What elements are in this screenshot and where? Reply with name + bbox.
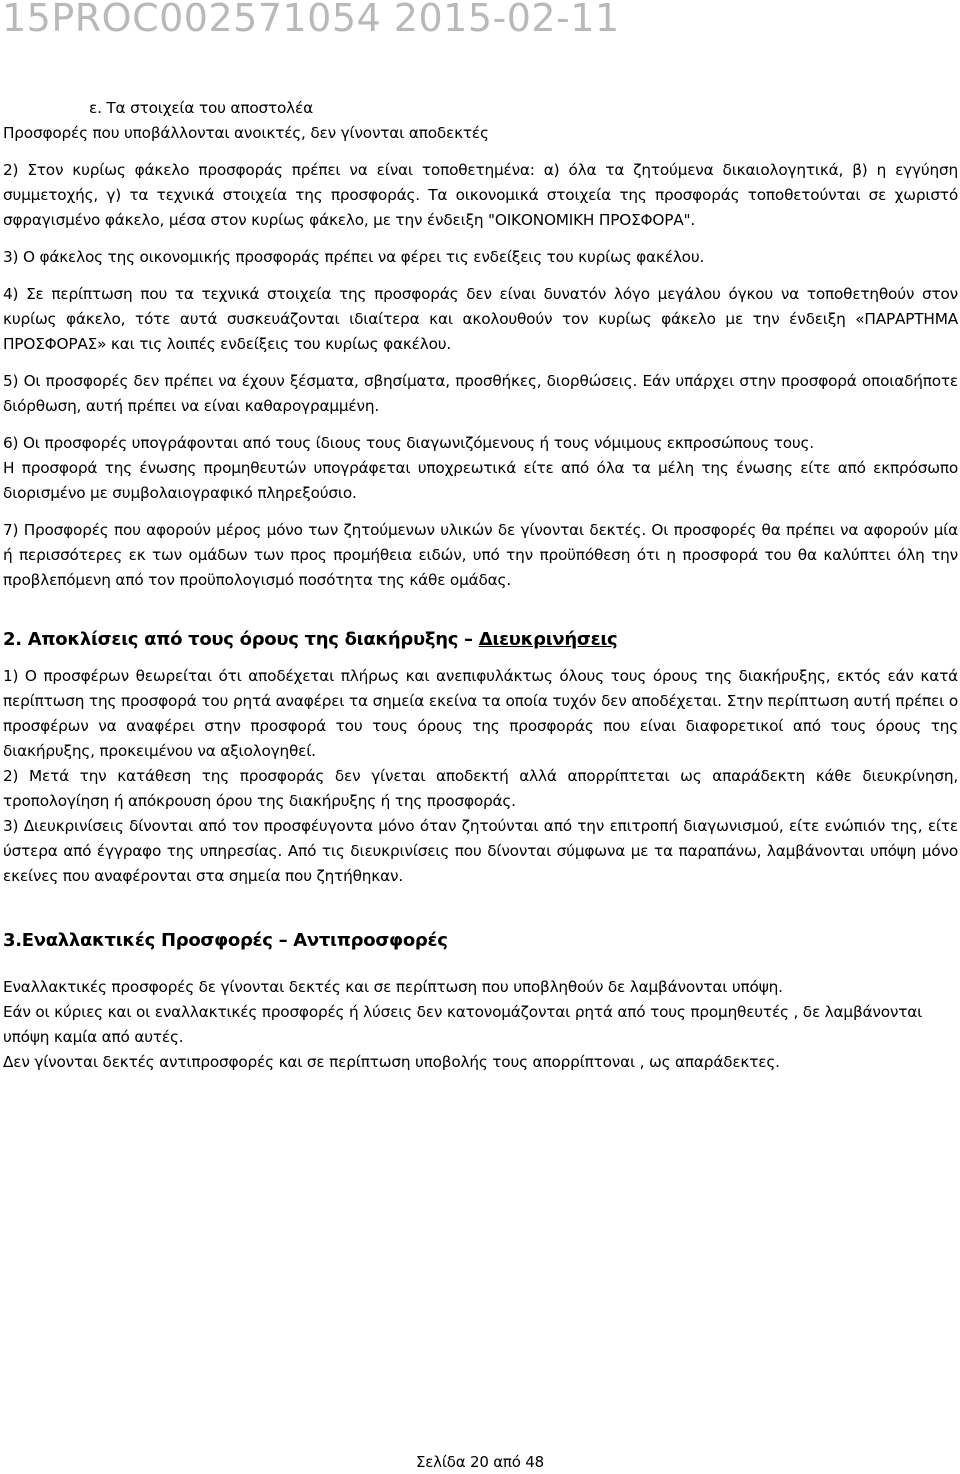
section-3-heading: 3.Εναλλακτικές Προσφορές – Αντιπροσφορές xyxy=(3,930,448,951)
section-3-line-2: Εάν οι κύριες και οι εναλλακτικές προσφορές ή λύσεις δεν κατονομάζονται ρητά από τους προμηθευτές , δε λαμβάνονται υπόψη καμία από αυτές. xyxy=(3,1003,923,1046)
section-2-heading-prefix: 2. Αποκλίσεις από τους όρους της διακήρυξης – xyxy=(3,629,479,650)
section-2-heading xyxy=(3,626,958,654)
page-content xyxy=(3,96,958,1075)
item-4-paragraph: 4) Σε περίπτωση που τα τεχνικά στοιχεία της προσφοράς δεν είναι δυνατόν λόγο μεγάλου όγκου να τοποθετηθούν στον κυρίως φάκελο, τότε αυτά συσκευάζονται ιδιαίτερα και ακολουθούν τον κυρίως φάκελο με την ένδειξη «ΠΑΡΑΡΤΗΜΑ ΠΡΟΣΦΟΡΑΣ» και τις λοιπές ενδείξεις του κυρίως φακέλου. xyxy=(3,285,958,353)
section-2-item-2: 2) Μετά την κατάθεση της προσφοράς δεν γίνεται αποδεκτή αλλά απορρίπτεται ως απαράδεκτη κάθε διευκρίνηση, τροπολογίηση ή απόκρουση όρου της διακήρυξης ή της προσφοράς. xyxy=(3,767,958,810)
section-e-title: ε. Τα στοιχεία του αποστολέα xyxy=(89,99,313,117)
item-3-paragraph: 3) Ο φάκελος της οικονομικής προσφοράς πρέπει να φέρει τις ενδείξεις του κυρίως φακέλου. xyxy=(3,248,705,266)
section-2-heading-underlined: Διευκρινήσεις xyxy=(478,629,618,650)
item-7-paragraph: 7) Προσφορές που αφορούν μέρος μόνο των ζητούμενων υλικών δε γίνονται δεκτές. Οι προσφορές θα πρέπει να αφορούν μία ή περισσότερες εκ των ομάδων των προς προμήθεια ειδών, υπό την προϋπόθεση ότι η προσφορά του θα καλύπτει όλη την προβλεπόμενη από τον προϋπολογισμό ποσότητα της κάθε ομάδας. xyxy=(3,521,958,589)
section-3-line-1: Εναλλακτικές προσφορές δε γίνονται δεκτές και σε περίπτωση που υποβληθούν δε λαμβάνονται υπόψη. xyxy=(3,978,783,996)
section-e-note: Προσφορές που υποβάλλονται ανοικτές, δεν γίνονται αποδεκτές xyxy=(3,124,489,142)
item-2-paragraph: 2) Στον κυρίως φάκελο προσφοράς πρέπει να είναι τοποθετημένα: α) όλα τα ζητούμενα δικαιολογητικά, β) η εγγύηση συμμετοχής, γ) τα τεχνικά στοιχεία της προσφοράς. Τα οικονομικά στοιχεία της προσφοράς τοποθετούνται σε χωριστό σφραγισμένο φάκελο, μέσα στον κυρίως φάκελο, με την ένδειξη "ΟΙΚΟΝΟΜΙΚΗ ΠΡΟΣΦΟΡΑ". xyxy=(3,161,958,229)
page-number-footer: Σελίδα 20 από 48 xyxy=(416,1453,544,1471)
section-3-line-3: Δεν γίνονται δεκτές αντιπροσφορές και σε περίπτωση υποβολής τους απορρίπτοναι , ως απαράδεκτες. xyxy=(3,1053,780,1071)
item-6-paragraph: 6) Οι προσφορές υπογράφονται από τους ίδιους τους διαγωνιζόμενους ή τους νόμιμους εκπροσώπους τους. xyxy=(3,434,814,452)
item-5-paragraph: 5) Οι προσφορές δεν πρέπει να έχουν ξέσματα, σβησίματα, προσθήκες, διορθώσεις. Εάν υπάρχει στην προσφορά οποιαδήποτε διόρθωση, αυτή πρέπει να είναι καθαρογραμμένη. xyxy=(3,372,958,415)
document-id-stamp: 15PROC002571054 2015-02-11 xyxy=(2,0,620,40)
item-6-consortium-paragraph: Η προσφορά της ένωσης προμηθευτών υπογράφεται υποχρεωτικά είτε από όλα τα μέλη της ένωσης είτε από εκπρόσωπο διορισμένο με συμβολαιογραφικό πληρεξούσιο. xyxy=(3,459,958,502)
section-2-item-3: 3) Διευκρινίσεις δίνονται από τον προσφέυγοντα μόνο όταν ζητούνται από την επιτροπή διαγωνισμού, είτε ενώπιόν της, είτε ύστερα από έγγραφο της υπηρεσίας. Από τις διευκρινίσεις που δίνονται σύμφωνα με τα παραπάνω, λαμβάνονται υπόψη μόνο εκείνες που αναφέρονται στα σημεία που ζητήθηκαν. xyxy=(3,817,958,885)
section-2-item-1: 1) Ο προσφέρων θεωρείται ότι αποδέχεται πλήρως και ανεπιφυλάκτως όλους τους όρους της διακήρυξης, εκτός εάν κατά περίπτωση της προσφορά του ρητά αναφέρει τα σημεία εκείνα τα οποία τυχόν δεν αποδέχεται. Στην περίπτωση αυτή πρέπει ο προσφέρων να αναφέρει στην προσφορά του τους όρους της προσφοράς που είναι διαφορετικοί από τους όρους της διακήρυξης, προκειμένου να αξιολογηθεί. xyxy=(3,667,958,760)
